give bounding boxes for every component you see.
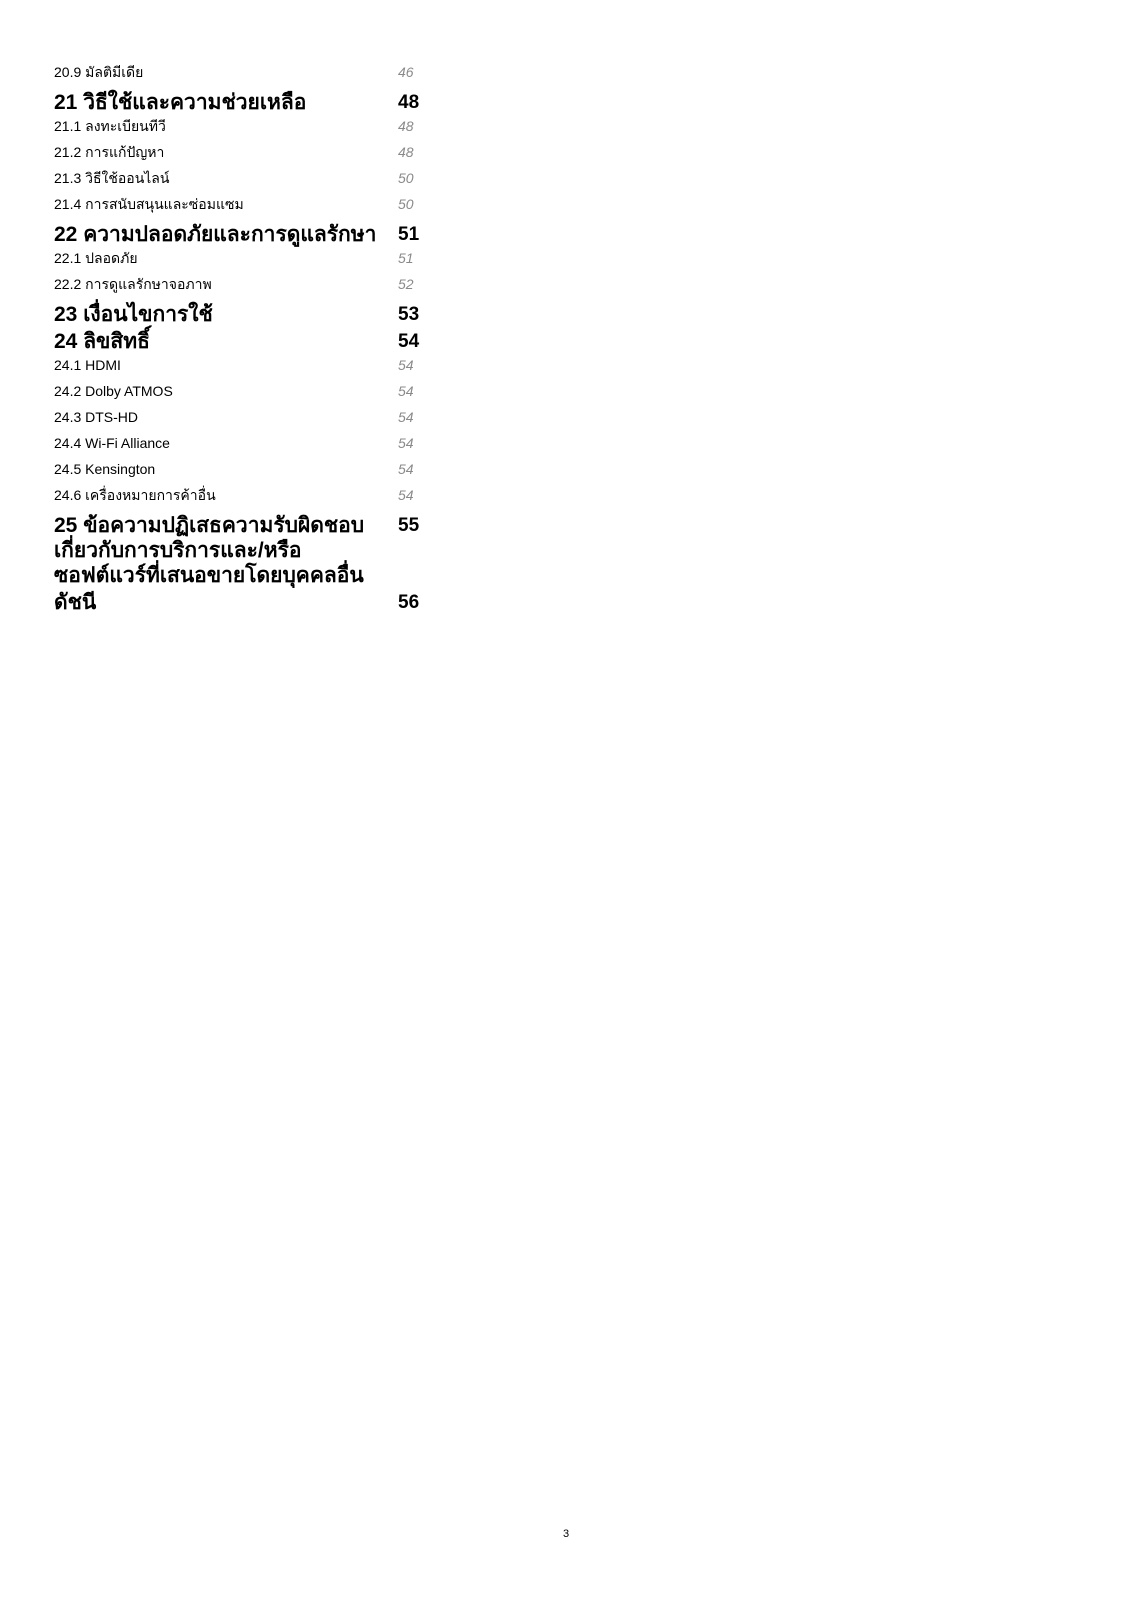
toc-entry-label: 24.1 HDMI [54, 357, 121, 373]
toc-entry-page: 50 [398, 170, 414, 186]
toc-entry-20-9[interactable] [54, 62, 422, 88]
toc-entry-page: 54 [398, 357, 414, 373]
toc-chapter-23[interactable] [54, 302, 422, 327]
toc-entry-page: 52 [398, 276, 414, 292]
toc-entry-page: 51 [398, 250, 414, 266]
toc-chapter-page: 54 [398, 331, 420, 352]
toc-entry-21-2[interactable] [54, 142, 422, 168]
toc-chapter-page: 56 [398, 592, 420, 613]
toc-entry-page: 48 [398, 118, 414, 134]
toc-chapter-label: ดัชนี [54, 591, 97, 614]
toc-entry-21-3[interactable] [54, 168, 422, 194]
toc-entry-24-3[interactable] [54, 407, 422, 433]
toc-entry-page: 54 [398, 435, 414, 451]
toc-chapter-24[interactable] [54, 329, 422, 354]
toc-entry-label: 21.4 การสนับสนุนและซ่อมแซม [54, 196, 244, 212]
toc-entry-page: 50 [398, 196, 414, 212]
table-of-contents [54, 62, 422, 616]
toc-chapter-page: 53 [398, 304, 420, 325]
toc-entry-label: 21.3 วิธีใช้ออนไลน์ [54, 170, 170, 186]
toc-chapter-label: 23 เงื่อนไขการใช้ [54, 303, 213, 326]
toc-entry-24-1[interactable] [54, 355, 422, 381]
toc-entry-label: 21.1 ลงทะเบียนทีวี [54, 118, 166, 134]
toc-chapter-label: 21 วิธีใช้และความช่วยเหลือ [54, 91, 307, 114]
toc-chapter-page: 51 [398, 224, 420, 245]
toc-entry-page: 48 [398, 144, 414, 160]
page-number: 3 [562, 1528, 570, 1540]
toc-entry-label: 24.6 เครื่องหมายการค้าอื่น [54, 487, 216, 503]
toc-entry-22-2[interactable] [54, 274, 422, 300]
toc-entry-24-5[interactable] [54, 459, 422, 485]
toc-chapter-label: 24 ลิขสิทธิ์ [54, 330, 150, 353]
toc-entry-label: 21.2 การแก้ปัญหา [54, 144, 165, 160]
toc-entry-page: 54 [398, 383, 414, 399]
toc-entry-label: 24.5 Kensington [54, 461, 156, 477]
toc-entry-label: 24.4 Wi-Fi Alliance [54, 435, 170, 451]
toc-entry-label: 22.1 ปลอดภัย [54, 250, 138, 266]
toc-entry-label: 24.3 DTS-HD [54, 409, 139, 425]
toc-chapter-page: 55 [398, 515, 420, 536]
toc-chapter-index[interactable] [54, 590, 422, 615]
toc-entry-24-6[interactable] [54, 485, 422, 511]
toc-chapter-label: 25 ข้อความปฏิเสธความรับผิดชอบเกี่ยวกับการบริการและ/หรือซอฟต์แวร์ที่เสนอขายโดยบุคคลอื่น [54, 514, 365, 587]
toc-entry-page: 54 [398, 409, 414, 425]
toc-entry-22-1[interactable] [54, 248, 422, 274]
toc-entry-24-2[interactable] [54, 381, 422, 407]
toc-entry-label: 20.9 มัลติมีเดีย [54, 64, 144, 80]
toc-entry-page: 46 [398, 64, 414, 80]
toc-entry-page: 54 [398, 487, 414, 503]
toc-chapter-label: 22 ความปลอดภัยและการดูแลรักษา [54, 223, 377, 246]
toc-entry-page: 54 [398, 461, 414, 477]
toc-entry-21-4[interactable] [54, 194, 422, 220]
toc-entry-24-4[interactable] [54, 433, 422, 459]
toc-entry-21-1[interactable] [54, 116, 422, 142]
toc-entry-label: 22.2 การดูแลรักษาจอภาพ [54, 276, 212, 292]
toc-chapter-25[interactable] [54, 513, 422, 588]
toc-chapter-22[interactable] [54, 222, 422, 247]
toc-chapter-page: 48 [398, 92, 420, 113]
toc-chapter-21[interactable] [54, 90, 422, 115]
toc-entry-label: 24.2 Dolby ATMOS [54, 383, 173, 399]
